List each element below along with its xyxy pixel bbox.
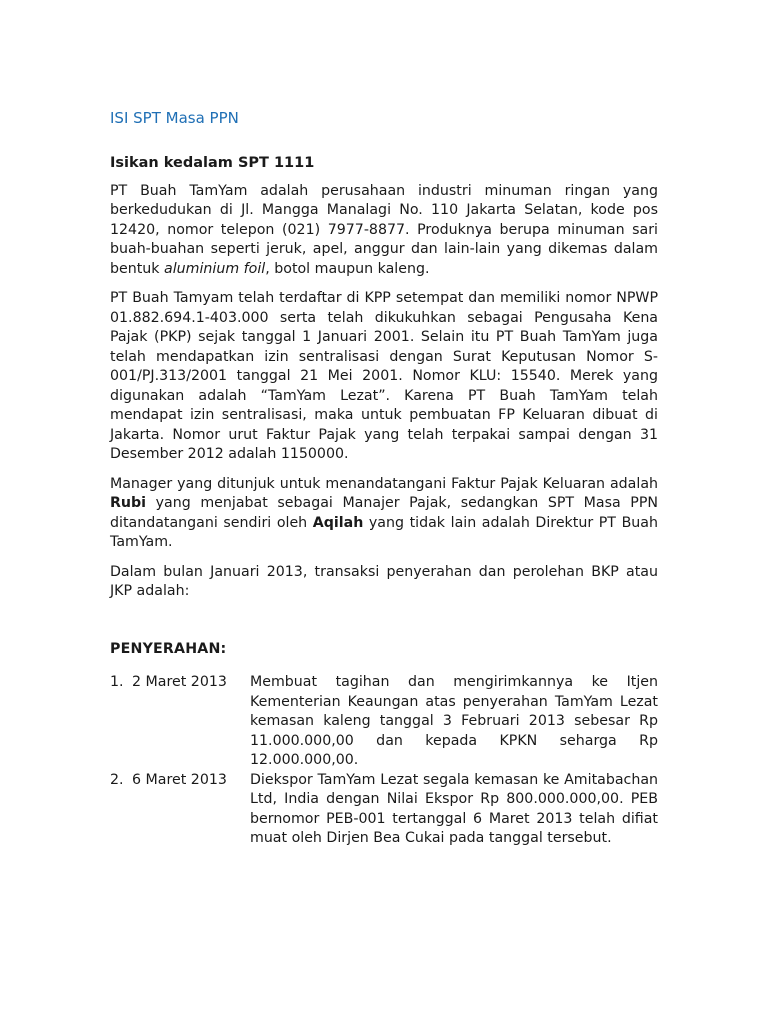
spacer	[110, 612, 658, 640]
paragraph-text: yang menjabat sebagai Manajer Pajak, sedangkan SPT Masa PPN ditandatangani sendiri oleh	[110, 495, 658, 531]
signatory-name-aqilah: Aqilah	[312, 514, 364, 531]
item-description: Diekspor TamYam Lezat segala kemasan ke Amitabachan Ltd, India dengan Nilai Ekspor Rp 800.000.000,00. PEB bernomor PEB-001 tertanggal 6 Maret 2013 telah difiat muat oleh Dirjen Bea Cukai pada tanggal tersebut.	[250, 771, 658, 846]
section-heading: Isikan kedalam SPT 1111	[110, 155, 315, 171]
list-item	[110, 673, 658, 771]
transactions-intro-paragraph: Dalam bulan Januari 2013, transaksi penyerahan dan perolehan BKP atau JKP adalah:	[110, 563, 658, 599]
item-date: 2 Maret 2013	[132, 674, 227, 690]
document-title: ISI SPT Masa PPN	[110, 109, 239, 127]
registration-paragraph: PT Buah Tamyam telah terdaftar di KPP setempat dan memiliki nomor NPWP 01.882.694.1-403.000 serta telah dikukuhkan sebagai Pengusaha Kena Pajak (PKP) sejak tanggal 1 Januari 2001. Selain itu PT Buah TamYam juga telah mendapatkan izin sentralisasi dengan Surat Keputusan Nomor S-001/PJ.313/2001 tanggal 21 Mei 2001. Nomor KLU: 15540. Merek yang digunakan adalah “TamYam Lezat”. Karena PT Buah TamYam telah mendapat izin sentralisasi, maka untuk pembuatan FP Keluaran dibuat di Jakarta. Nomor urut Faktur Pajak yang telah terpakai sampai dengan 31 Desember 2012 adalah 1150000.	[110, 290, 658, 462]
paragraph-text: , botol maupun kaleng.	[265, 260, 430, 277]
list-item	[110, 771, 658, 849]
item-number: 1.	[110, 674, 124, 690]
signatory-paragraph	[110, 475, 658, 553]
paragraph-text: yang tidak lain adalah Direktur PT Buah TamYam.	[110, 514, 658, 550]
item-number: 2.	[110, 771, 124, 788]
item-description: Membuat tagihan dan mengirimkannya ke Itjen Kementerian Keaungan atas penyerahan TamYam Lezat kemasan kaleng tanggal 3 Februari 2013 sebesar Rp 11.000.000,00 dan kepada KPKN seharga Rp 12.000.000,00.	[250, 674, 658, 768]
company-profile-paragraph	[110, 182, 658, 280]
penyerahan-heading: PENYERAHAN:	[110, 640, 227, 657]
italic-term: aluminium foil	[164, 260, 266, 277]
penyerahan-list	[110, 673, 658, 849]
document-page	[110, 108, 658, 849]
item-date: 6 Maret 2013	[132, 771, 227, 788]
paragraph-text: Manager yang ditunjuk untuk menandatangani Faktur Pajak Keluaran adalah	[110, 475, 658, 492]
paragraph-text: PT Buah TamYam adalah perusahaan industri minuman ringan yang berkedudukan di Jl. Mangga Manalagi No. 110 Jakarta Selatan, kode pos 12420, nomor telepon (021) 7977-8877. Produknya berupa minuman sari buah-buahan seperti jeruk, apel, anggur dan lain-lain yang dikemas dalam bentuk	[110, 182, 658, 277]
signatory-name-rubi: Rubi	[110, 495, 147, 511]
